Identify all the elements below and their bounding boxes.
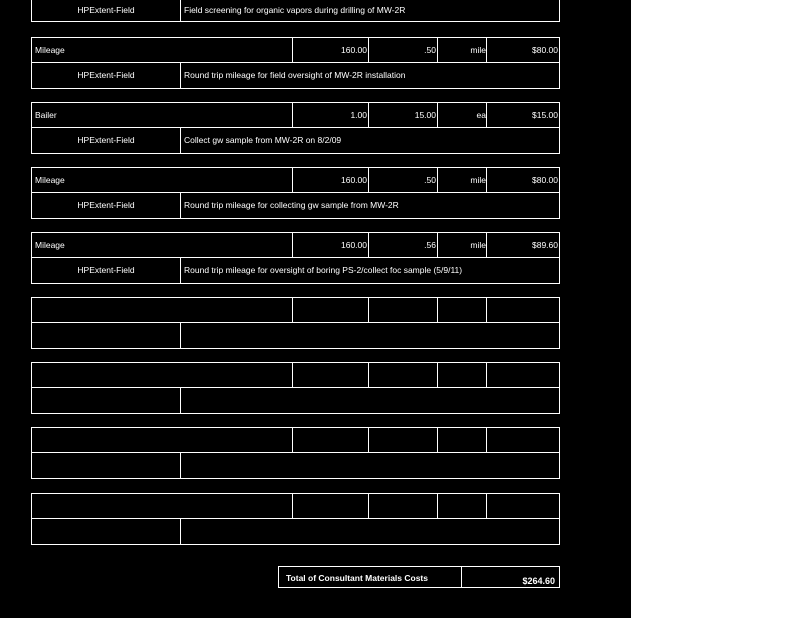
record-item-row	[31, 297, 560, 323]
item-name: Mileage	[35, 240, 65, 250]
record-description-row	[31, 63, 560, 89]
task-code	[32, 519, 180, 544]
task-code: HPExtent-Field	[77, 265, 135, 275]
column-divider	[180, 193, 181, 218]
item-amount: $89.60	[532, 240, 558, 250]
item-unit	[438, 494, 486, 518]
record-description-row	[31, 388, 560, 414]
item-amount	[487, 298, 558, 322]
record-description-row	[31, 323, 560, 349]
materials-record	[31, 232, 560, 284]
item-description	[184, 453, 558, 478]
column-divider	[180, 519, 181, 544]
item-description: Field screening for organic vapors during drilling of MW-2R	[184, 5, 406, 15]
task-code	[32, 453, 180, 478]
item-quantity	[292, 428, 367, 452]
item-unit	[438, 298, 486, 322]
materials-record-empty	[31, 427, 560, 479]
column-divider	[180, 128, 181, 153]
record-item-row	[31, 362, 560, 388]
record-description-row	[31, 0, 560, 22]
column-divider	[461, 567, 462, 587]
task-code	[32, 388, 180, 413]
item-rate: .50	[424, 175, 436, 185]
item-quantity: 1.00	[350, 110, 367, 120]
item-description: Round trip mileage for collecting gw sample from MW-2R	[184, 200, 399, 210]
materials-record-empty	[31, 297, 560, 349]
column-divider	[180, 388, 181, 413]
record-description-row	[31, 128, 560, 154]
materials-record	[31, 37, 560, 89]
record-item-row	[31, 427, 560, 453]
item-rate	[368, 298, 436, 322]
item-unit: ea	[476, 110, 486, 120]
column-divider	[180, 258, 181, 283]
item-description	[184, 388, 558, 413]
total-value: $264.60	[522, 576, 555, 586]
item-description	[184, 519, 558, 544]
item-quantity	[292, 298, 367, 322]
task-code: HPExtent-Field	[77, 5, 135, 15]
column-divider	[180, 0, 181, 21]
item-amount	[487, 363, 558, 387]
item-description: Collect gw sample from MW-2R on 8/2/09	[184, 135, 342, 145]
item-rate	[368, 494, 436, 518]
item-unit: mile	[470, 175, 486, 185]
record-item-row	[31, 102, 560, 128]
item-name	[35, 363, 290, 387]
item-name	[35, 298, 290, 322]
record-item-row	[31, 493, 560, 519]
item-amount: $15.00	[532, 110, 558, 120]
item-description	[184, 323, 558, 348]
column-divider	[180, 453, 181, 478]
item-rate: .56	[424, 240, 436, 250]
item-rate: 15.00	[414, 110, 436, 120]
item-name	[35, 428, 290, 452]
column-divider	[180, 63, 181, 88]
item-name: Bailer	[35, 110, 57, 120]
record-item-row	[31, 37, 560, 63]
item-quantity: 160.00	[341, 240, 367, 250]
item-unit	[438, 363, 486, 387]
item-description: Round trip mileage for oversight of boring PS-2/collect foc sample (5/9/11)	[184, 265, 463, 275]
record-item-row	[31, 167, 560, 193]
item-rate	[368, 363, 436, 387]
materials-record-empty	[31, 362, 560, 414]
item-amount	[487, 494, 558, 518]
record-description-row	[31, 519, 560, 545]
item-rate: .50	[424, 45, 436, 55]
item-quantity: 160.00	[341, 45, 367, 55]
materials-record	[31, 167, 560, 219]
record-description-row	[31, 258, 560, 284]
item-name: Mileage	[35, 175, 65, 185]
item-rate	[368, 428, 436, 452]
column-divider	[180, 323, 181, 348]
item-name: Mileage	[35, 45, 65, 55]
item-amount: $80.00	[532, 45, 558, 55]
record-item-row	[31, 232, 560, 258]
task-code: HPExtent-Field	[77, 135, 135, 145]
total-box	[278, 566, 560, 588]
total-label: Total of Consultant Materials Costs	[286, 573, 428, 583]
task-code: HPExtent-Field	[77, 70, 135, 80]
item-amount	[487, 428, 558, 452]
item-description: Round trip mileage for field oversight of MW-2R installation	[184, 70, 406, 80]
item-quantity	[292, 363, 367, 387]
record-description-row	[31, 453, 560, 479]
materials-record	[31, 0, 560, 22]
item-name	[35, 494, 290, 518]
task-code	[32, 323, 180, 348]
item-unit: mile	[470, 240, 486, 250]
materials-record	[31, 102, 560, 154]
item-quantity: 160.00	[341, 175, 367, 185]
item-quantity	[292, 494, 367, 518]
item-unit	[438, 428, 486, 452]
record-description-row	[31, 193, 560, 219]
task-code: HPExtent-Field	[77, 200, 135, 210]
materials-record-empty	[31, 493, 560, 545]
item-amount: $80.00	[532, 175, 558, 185]
item-unit: mile	[470, 45, 486, 55]
